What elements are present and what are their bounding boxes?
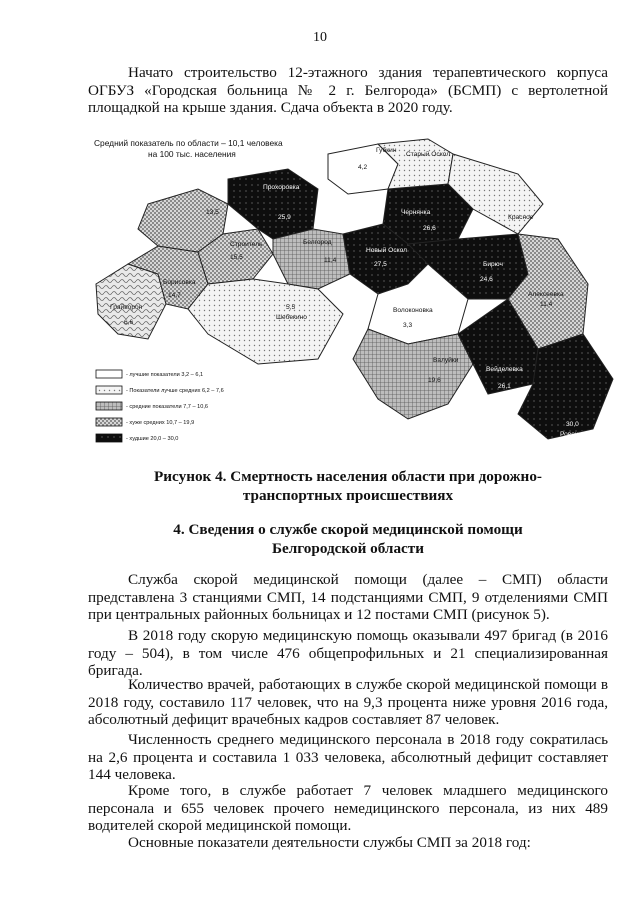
legend-swatch-average xyxy=(96,402,122,410)
district-valuyki-value: 19,6 xyxy=(428,377,441,384)
paragraph-nurses: Численность среднего медицинского персонала в 2018 году сократилась на 2,6 процента и составила 1 033 человека, абсолютный дефицит составляет 144 человека. xyxy=(88,731,608,784)
figure-caption-line2: транспортных происшествиях xyxy=(242,487,454,504)
district-belgorod-name: Белгород xyxy=(303,239,332,246)
district-alekseevka-value: 11,4 xyxy=(540,301,553,308)
district-chernyanka-name: Чернянка xyxy=(401,209,431,216)
map-average-note-line2: на 100 тыс. населения xyxy=(148,149,236,159)
paragraph-brigades: В 2018 году скорую медицинскую помощь оказывали 497 бригад (в 2016 году – 504), в том числе 476 общепрофильных и 21 специализированная бригада. xyxy=(88,627,608,680)
district-grayvoron-value: 6,6 xyxy=(124,319,134,326)
paragraph-other-staff: Кроме того, в службе работает 7 человек младшего медицинского персонала и 655 человек прочего немедицинского персонала, из них 489 водителей скорой медицинской помощи. xyxy=(88,782,608,835)
district-prokhorovka-value: 25,9 xyxy=(278,214,291,221)
legend-swatch-better xyxy=(96,386,122,394)
paragraph-indicators-intro: Основные показатели деятельности службы СМП за 2018 год: xyxy=(128,834,531,851)
intro-paragraph: Начато строительство 12-этажного здания терапевтического корпуса ОГБУЗ «Городская больница № 2 г. Белгорода» (БСМП) с вертолетной площадкой на крыше здания. Сдача объекта в 2020 году. xyxy=(88,64,608,117)
legend-label-worst: - худшие 20,0 – 30,0 xyxy=(126,436,179,442)
legend-swatch-best xyxy=(96,370,122,378)
district-chernyanka-value: 26,6 xyxy=(423,225,436,232)
district-shebekino-shape xyxy=(188,279,343,364)
region-map xyxy=(88,134,622,452)
district-shebekino-name: Шебекино xyxy=(276,314,307,321)
legend-swatch-worse xyxy=(96,418,122,426)
section-heading-line2: Белгородской области xyxy=(271,540,424,557)
district-biryuch-value: 24,6 xyxy=(480,276,493,283)
legend-label-worse: - хуже средних 10,7 – 19,9 xyxy=(126,420,195,426)
page-number: 10 xyxy=(313,30,327,45)
district-belgorod-value: 11,4 xyxy=(324,257,337,264)
district-veydelevka-name: Вейделевка xyxy=(486,366,523,373)
district-gubkin-name: Губкин xyxy=(376,147,397,154)
district-alekseevka-name: Алексеевка xyxy=(528,291,564,298)
paragraph-doctors: Количество врачей, работающих в службе скорой медицинской помощи в 2018 году, составило 117 человек, что на 9,3 процента ниже уровня 2016 года, абсолютный дефицит врачебных кадров составляет 87 человек. xyxy=(88,676,608,729)
district-rovenki-value: 30,0 xyxy=(566,421,579,428)
figure-caption-line1: Рисунок 4. Смертность населения области при дорожно- xyxy=(154,468,542,485)
district-rovenki-name: Ровеньки xyxy=(560,431,589,438)
map-average-note-line1: Средний показатель по области – 10,1 человека xyxy=(94,138,283,148)
district-stroitel-name: Строитель xyxy=(230,241,263,248)
district-novy-oskol-value: 27,5 xyxy=(374,261,387,268)
district-ivnya-value: 13,5 xyxy=(206,209,219,216)
district-grayvoron-name: Грайворон xyxy=(110,304,143,311)
district-valuyki-shape xyxy=(353,329,473,419)
district-valuyki-name: Валуйки xyxy=(433,357,459,364)
district-belgorod-shape xyxy=(273,229,350,289)
district-shebekino-value: 5,5 xyxy=(286,304,296,311)
district-borisovka-name: Борисовка xyxy=(163,279,196,286)
district-borisovka-value: 14,7 xyxy=(168,292,181,299)
legend-label-better: - Показатели лучше средних 6,2 – 7,6 xyxy=(126,388,224,394)
paragraph-service-structure: Служба скорой медицинской помощи (далее – СМП) области представлена 3 станциями СМП, 14 подстанциями СМП, 9 отделениями СМП при центральных районных больницах и 12 постами СМП (рисунок 5). xyxy=(88,571,608,624)
legend-label-best: - лучшие показатели 3,2 – 6,1 xyxy=(126,372,204,378)
district-grayvoron-shape xyxy=(96,264,166,339)
district-krasnoe-name: Красное xyxy=(508,214,534,221)
district-volokonovka-name: Волоконовка xyxy=(393,307,433,314)
legend-label-average: - средние показатели 7,7 – 10,6 xyxy=(126,404,209,410)
district-veydelevka-value: 26,1 xyxy=(498,383,511,390)
legend-swatch-worst xyxy=(96,434,122,442)
map-legend xyxy=(96,370,224,442)
district-novy-oskol-name: Новый Оскол xyxy=(366,247,407,254)
district-volokonovka-value: 3,3 xyxy=(403,322,413,329)
district-prokhorovka-name: Прохоровка xyxy=(263,184,300,191)
district-gubkin-value: 4,2 xyxy=(358,164,368,171)
district-stroitel-value: 15,5 xyxy=(230,254,243,261)
district-biryuch-name: Бирюч xyxy=(483,261,503,268)
district-stary-oskol-name: Старый Оскол xyxy=(406,151,451,158)
district-prokhorovka-shape xyxy=(228,169,318,239)
section-heading-line1: 4. Сведения о службе скорой медицинской помощи xyxy=(173,521,523,538)
